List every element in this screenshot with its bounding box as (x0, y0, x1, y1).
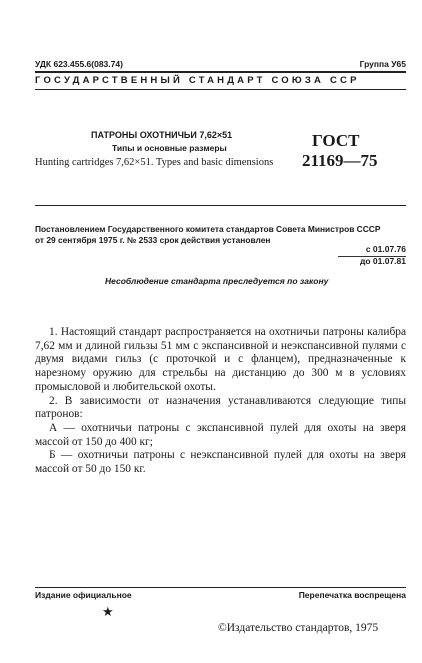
decree-line2: от 29 сентября 1975 г. № 2533 срок действия установлен (35, 235, 271, 245)
standard-banner: ГОСУДАРСТВЕННЫЙ СТАНДАРТ СОЮЗА ССР (35, 75, 360, 86)
decree-line1: Постановлением Государственного комитета стандартов Совета Министров СССР (35, 224, 381, 234)
copyright: ©Издательство стандартов, 1975 (218, 622, 379, 634)
paragraph-type-b: Б — охотничьи патроны с неэкспансивной пулей для охоты на зверя массой от 50 до 150 кг. (35, 449, 406, 476)
title-ru: ПАТРОНЫ ОХОТНИЧЬИ 7,62×51 (91, 130, 233, 140)
paragraph-1: 1. Настоящий стандарт распространяется на охотничьи патроны калибра 7,62 мм и длиной гильзы 51 мм с экспансивной и неэкспансивной пулями с двумя видами гильз (с проточкой и с фланцем), предназначенные к нарезному оружию для стрельбы на дистанцию до 300 м в условиях промысловой и любительской охоты. (35, 326, 406, 393)
title-ru-sub: Типы и основные размеры (112, 143, 227, 153)
legal-warning: Несоблюдение стандарта преследуется по закону (105, 276, 329, 286)
title-en: Hunting cartridges 7,62×51. Types and basic dimensions (35, 157, 274, 168)
official-edition: Издание официальное (35, 590, 132, 600)
validity-from: с 01.07.76 (365, 244, 406, 254)
validity-to: до 01.07.81 (359, 256, 406, 266)
reprint-prohibited: Перепечатка воспрещена (298, 590, 406, 600)
gost-label: ГОСТ (312, 131, 360, 150)
paragraph-2: 2. В зависимости от назначения устанавливаются следующие типы патронов: (35, 394, 406, 421)
body-text (35, 326, 406, 477)
banner-rule (35, 89, 406, 90)
top-rule (35, 71, 406, 73)
gost-number: 21169—75 (302, 151, 378, 170)
title-rule (35, 205, 406, 206)
paragraph-type-a: А — охотничьи патроны с экспансивной пулей для охоты на зверя массой от 150 до 400 кг; (35, 421, 406, 448)
footer-rule (35, 587, 406, 588)
udk-code: УДК 623.455.6(083.74) (35, 59, 123, 69)
group-code: Группа У65 (359, 59, 406, 69)
star-icon: ★ (102, 605, 114, 620)
